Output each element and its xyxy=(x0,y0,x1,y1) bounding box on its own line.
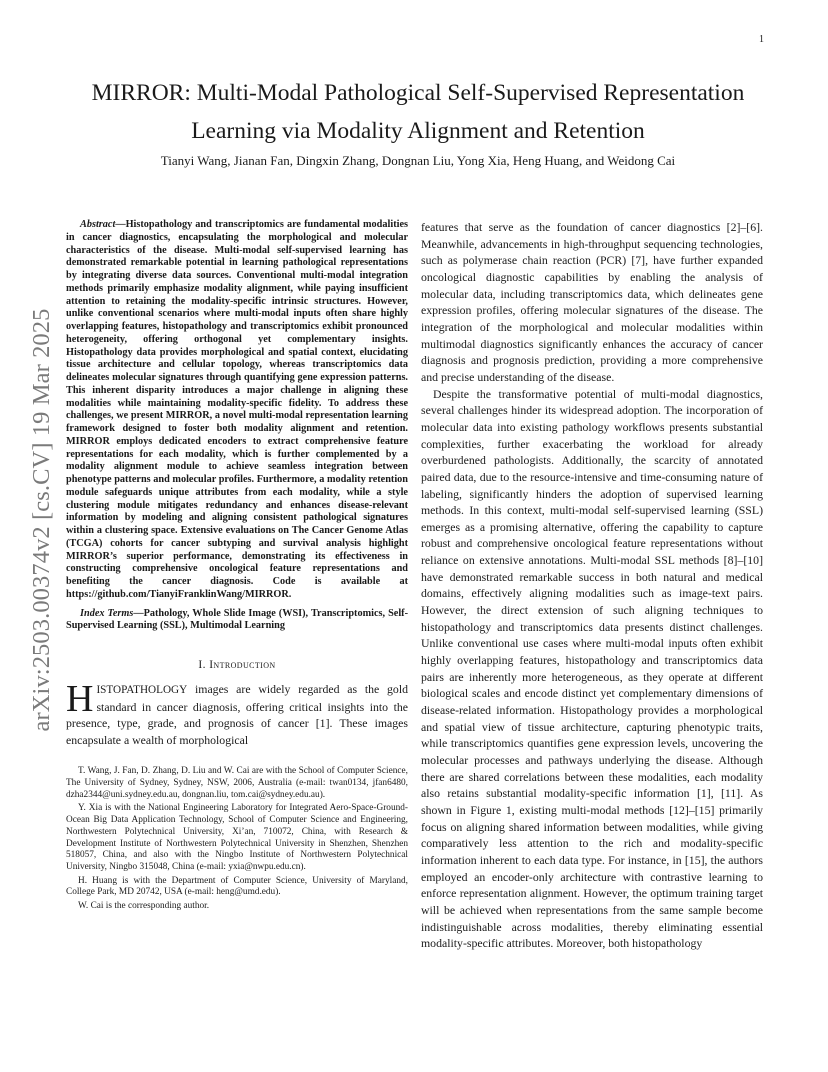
abstract-text: —Histopathology and transcriptomics are fundamental modalities in cancer diagnostics, encapsulating the morphological and molecular characteristics of the disease. Multi-modal self-supervised learning has demonstrated remarkable potential in learning pathological representations by integrating diverse data sources. Conventional multi-modal integration methods primarily emphasize modality alignment, while paying insufficient attention to retaining the modality-specific intrinsic structures. However, unlike conventional scenarios where multi-modal inputs often share highly overlapping features, histopathology and transcriptomics exhibit pronounced heterogeneity, offering orthogonal yet complementary insights. Histopathology data provides morphological and spatial context, elucidating tissue architecture and cellular topology, whereas transcriptomics data delineates molecular signatures through quantifying gene expression patterns. This inherent disparity introduces a major challenge in aligning these modalities while maintaining modality-specific fidelity. To address these challenges, we present MIRROR, a novel multi-modal representation learning framework designed to foster both modality alignment and retention. MIRROR employs dedicated encoders to extract comprehensive feature representations for each modality, which is further complemented by a modality alignment module to achieve seamless integration between phenotype patterns and molecular profiles. Furthermore, a modality retention module safeguards unique attributes from each modality, while a style clustering module mitigates redundancy and enhances disease-relevant information by modeling and aligning consistent pathological signatures within a clustering space. Extensive evaluations on The Cancer Genome Atlas (TCGA) cohorts for cancer subtyping and survival analysis highlight MIRROR’s superior performance, demonstrating its effectiveness in constructing comprehensive oncological feature representations and benefiting the cancer diagnosis. Code is available at https://github.com/TianyiFranklinWang/MIRROR. xyxy=(66,219,408,600)
arxiv-identifier-stamp: arXiv:2503.00374v2 [cs.CV] 19 Mar 2025 xyxy=(28,308,55,732)
index-terms xyxy=(66,608,408,634)
introduction-paragraph xyxy=(66,678,408,748)
author-footnotes xyxy=(66,766,408,912)
index-terms-label: Index Terms xyxy=(80,607,134,619)
page-number: 1 xyxy=(759,34,764,45)
drop-cap: H xyxy=(66,678,94,720)
right-column xyxy=(421,219,763,952)
body-paragraph: features that serve as the foundation of cancer diagnostics [2]–[6]. Meanwhile, advancements in high-throughput sequencing technologies, such as polymerase chain reaction (PCR) [7], have further expanded oncological diagnostic capabilities by enabling the analysis of molecular data, including transcriptomics data, which delineates gene expression profiles, offering molecular signatures of the disease. The integration of the morphological and molecular modalities within multimodal diagnostics significantly enhances the accuracy of cancer diagnosis and prognosis prediction, providing a more comprehensive and precise understanding of the disease. xyxy=(421,220,763,384)
footnote: T. Wang, J. Fan, D. Zhang, D. Liu and W. Cai are with the School of Computer Science, The University of Sydney, Sydney, NSW, 2006, Australia (e-mail: twan0134, jfan6480, dzha2344@uni.sydney.edu.au, dongnan.liu, tom.cai@sydney.edu.au). xyxy=(66,766,408,800)
footnote: H. Huang is with the Department of Computer Science, University of Maryland, College Park, MD 20742, USA (e-mail: heng@umd.edu). xyxy=(66,875,408,898)
footnote: W. Cai is the corresponding author. xyxy=(78,901,210,912)
abstract xyxy=(66,219,408,602)
author-list: Tianyi Wang, Jianan Fan, Dingxin Zhang, Dongnan Liu, Yong Xia, Heng Huang, and Weidong Cai xyxy=(160,153,676,168)
section-title: Introduction xyxy=(209,659,276,671)
footnote: Y. Xia is with the National Engineering Laboratory for Integrated Aero-Space-Ground-Ocean Big Data Application Technology, School of Computer Science and Engineering, Northwestern Polytechnical University, Xi’an, 710072, China, with Research & Development Institute of Northwestern Polytechnical University in Shenzhen, Shenzhen 518057, China, and also with the Ningbo Institute of Northwestern Polytechnical University, Ningbo 315048, China (e-mail: yxia@nwpu.edu.cn). xyxy=(66,803,408,872)
section-numeral: I. xyxy=(198,659,210,671)
left-column xyxy=(66,219,408,915)
paper-title: MIRROR: Multi-Modal Pathological Self-Supervised Representation Learning via Modality Alignment and Retention xyxy=(91,80,745,144)
body-paragraph: Despite the transformative potential of multi-modal diagnostics, several challenges hinder its widespread adoption. The incorporation of molecular data into existing pathology workflows presents substantial complexities, further exacerbating the workload for already overburdened pathologists. Additionally, the scarcity of annotated paired data, due to the resource-intensive and time-consuming nature of labeling, significantly hinders the adoption of supervised learning methods. In this context, multi-modal self-supervised learning (SSL) emerges as a promising alternative, offering the capability to capture robust and comprehensive oncological feature representations without reliance on extensive annotations. Multi-modal SSL methods [8]–[10] have demonstrated remarkable success in both natural and medical domains, effectively aligning modalities such as image-text pairs. However, the direct extension of such aligning techniques to histopathology and transcriptomics data presents distinct challenges. Unlike conventional use cases where multi-modal inputs often exhibit highly overlapping features, histopathology and transcriptomics data pairs are inherently more heterogeneous, as they operate at different biological scales and encode distinct yet complementary dimensions of disease-related information. Histopathology provides a morphological and spatial view of tissue architecture, capturing phenotypic traits, while transcriptomics quantifies gene expression levels, uncovering the molecular processes and pathways underlying the disease. Although there are shared correlations between these modalities, each modality also retains substantial modality-specific information [1], [11]. As shown in Figure 1, existing multi-modal methods [12]–[15] primarily focus on aligning shared information between modalities, while giving comparatively less attention to the rich and modality-specific information inherent to each data type. For instance, in [15], the authors employed an encoder-only architecture with contrastive learning to enforce representation alignment. However, the optimum training target will be achieved when representations from the same sample become indistinguishable across modalities, thereby eliminating essential modality-specific attributes. Moreover, both histopathology xyxy=(421,386,763,951)
section-heading-introduction xyxy=(66,659,408,671)
intro-text: images are widely regarded as the gold standard in cancer diagnosis, offering critical insights into the presence, type, grade, and prognosis of cancer [1]. These images encapsulate a wealth of morphological xyxy=(66,682,408,747)
abstract-label: Abstract xyxy=(80,219,116,230)
intro-first-word: ISTOPATHOLOGY xyxy=(96,684,188,696)
index-terms-text: —Pathology, Whole Slide Image (WSI), Transcriptomics, Self-Supervised Learning (SSL), Multimodal Learning xyxy=(66,607,408,632)
